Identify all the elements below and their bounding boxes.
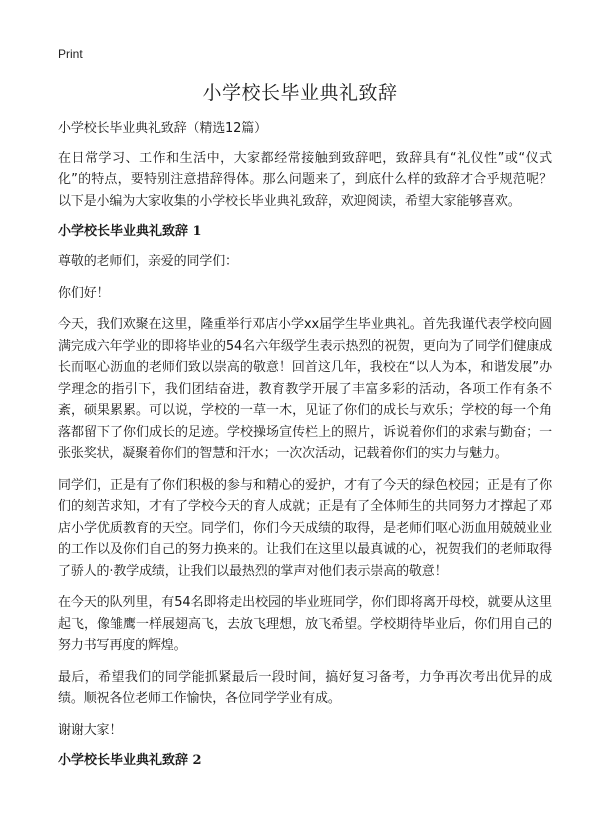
print-link[interactable]: Print — [58, 47, 83, 61]
document-body — [58, 118, 552, 780]
body-paragraph: 在今天的队列里，有54名即将走出校园的毕业班同学，你们即将离开母校，就要从这里起飞，像雏鹰一样展翅高飞，去放飞理想，放飞希望。学校期待毕业后，你们用自己的努力书写再度的辉煌。 — [58, 595, 552, 653]
body-paragraph: 同学们，正是有了你们积极的参与和精心的爱护，才有了今天的绿色校园；正是有了你们的刻苦求知，才有了学校今天的育人成就；正是有了全体师生的共同努力才撑起了邓店小学优质教育的天空。同学们，你们今天成绩的取得，是老师们呕心沥血用兢兢业业的工作以及你们自己的努力换来的。让我们在这里以最真诚的心，祝贺我们的老师取得了骄人的·教学成绩，让我们以最热烈的掌声对他们表示崇高的敬意！ — [58, 477, 552, 579]
document-title: 小学校长毕业典礼致辞 — [202, 82, 398, 104]
greeting-line: 尊敬的老师们，亲爱的同学们： — [58, 254, 238, 269]
section-heading-2: 小学校长毕业典礼致辞 2 — [58, 753, 202, 768]
hello-line: 你们好！ — [58, 285, 110, 301]
closing-line: 谢谢大家！ — [58, 722, 123, 738]
body-paragraph: 最后，希望我们的同学能抓紧最后一段时间，搞好复习备考，力争再次考出优异的成绩。顺祝各位老师工作愉快，各位同学学业有成。 — [58, 669, 552, 706]
document-subtitle: 小学校长毕业典礼致辞（精选12篇） — [58, 121, 267, 136]
section-heading-1: 小学校长毕业典礼致辞 1 — [58, 224, 202, 239]
body-paragraph: 今天，我们欢聚在这里，隆重举行邓店小学xx届学生毕业典礼。首先我谨代表学校向圆满完成六年学业的即将毕业的54名六年级学生表示热烈的祝贺，更向为了同学们健康成长而呕心沥血的老师们致以崇高的敬意！回首这几年，我校在“以人为本，和谐发展”办学理念的指引下，我们团结奋进，教育教学开展了丰富多彩的活动，各项工作有条不紊，硕果累累。可以说，学校的一草一木，见证了你们的成长与欢乐；学校的每一个角落都留下了你们成长的足迹。学校操场宣传栏上的照片，诉说着你们的求索与勤奋；一张张奖状，凝聚着你们的智慧和汗水；一次次活动，记载着你们的实力与魅力。 — [58, 317, 552, 461]
intro-paragraph: 在日常学习、工作和生活中，大家都经常接触到致辞吧，致辞具有“礼仪性”或“仪式化”的特点，要特别注意措辞得体。那么问题来了，到底什么样的致辞才合乎规范呢？以下是小编为大家收集的小学校长毕业典礼致辞，欢迎阅读，希望大家能够喜欢。 — [58, 150, 552, 209]
